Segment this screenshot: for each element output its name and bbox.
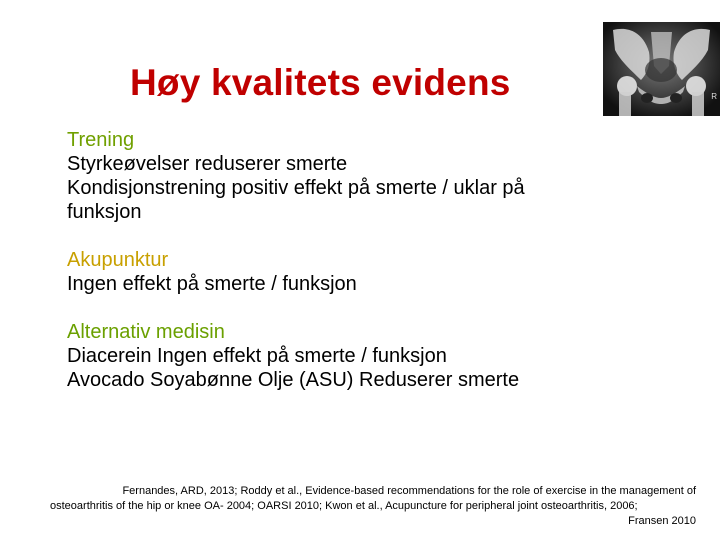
section-heading-trening: Trening [67,129,135,151]
xray-side-marker: R [711,92,717,101]
section-line: Avocado Soyabønne Olje (ASU) Reduserer smerte [67,369,520,391]
section-heading-akupunktur: Akupunktur [67,249,169,271]
references-footnote [50,484,696,529]
reference-line: Fernandes, ARD, 2013; Roddy et al., Evidence-based recommendations for the role of exercise in the management of [122,485,696,497]
section-line: Kondisjonstrening positiv effekt på smerte / uklar på [67,177,525,199]
section-trening [67,128,707,224]
section-heading-alternativ-medisin: Alternativ medisin [67,321,225,343]
section-line: Ingen effekt på smerte / funksjon [67,273,357,295]
section-line: Styrkeøvelser reduserer smerte [67,153,348,175]
pelvis-xray-image [603,22,720,116]
reference-line: Fransen 2010 [628,515,696,527]
slide-body [67,128,707,416]
section-line: funksjon [67,201,142,223]
reference-line: osteoarthritis of the hip or knee OA- 2004; OARSI 2010; Kwon et al., Acupuncture for peripheral joint osteoarthritis, 2006; [50,500,638,512]
section-line: Diacerein Ingen effekt på smerte / funksjon [67,345,447,367]
section-alternativ-medisin [67,320,707,392]
slide-title: Høy kvalitets evidens [130,62,511,103]
section-akupunktur [67,248,707,296]
